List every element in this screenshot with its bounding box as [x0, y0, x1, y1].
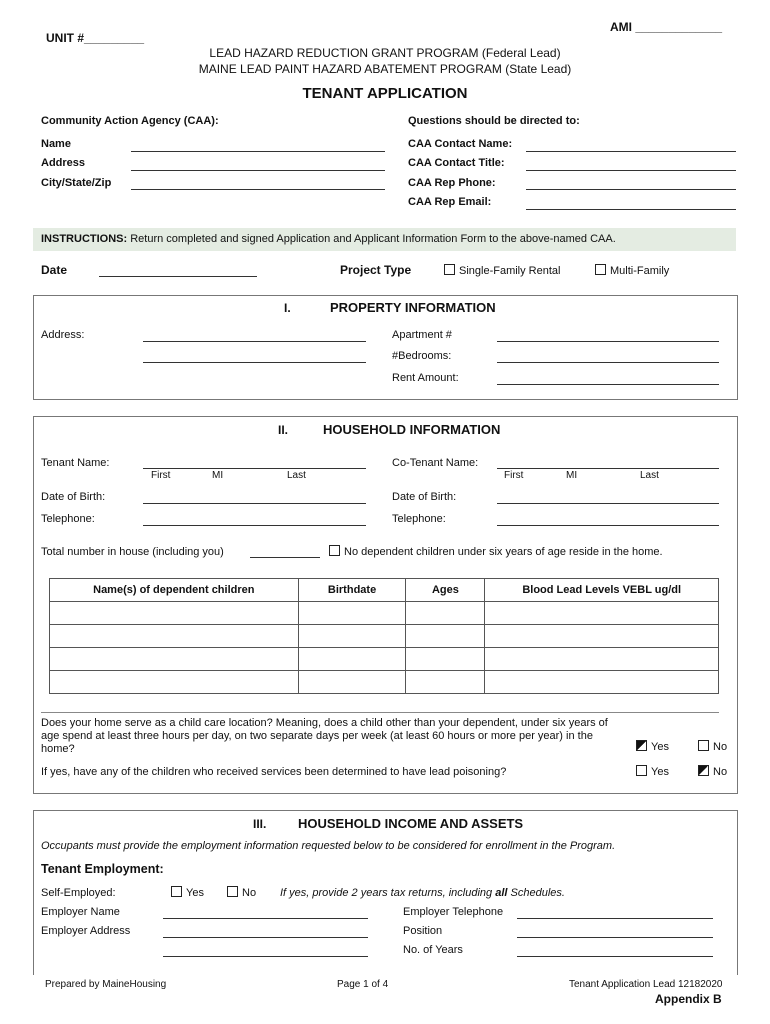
date-label: Date — [41, 263, 68, 277]
poison-no-label: No — [713, 766, 728, 778]
tenant-first-caption: First — [151, 470, 171, 481]
instructions-text: Return completed and signed Application and Applicant Information Form to the above-named CAA. — [130, 233, 616, 245]
caa-contact-name-line[interactable] — [526, 151, 736, 152]
poison-yes-checkbox[interactable] — [636, 765, 647, 776]
childcare-no-label: No — [713, 741, 728, 753]
total-household-label: Total number in house (including you) — [41, 546, 224, 558]
section3-number: III. — [253, 817, 267, 831]
caa-city-line[interactable] — [131, 189, 385, 190]
employer-address-label: Employer Address — [41, 925, 131, 937]
caa-address-line[interactable] — [131, 170, 385, 171]
caa-rep-email-line[interactable] — [526, 209, 736, 210]
footer-appendix: Appendix B — [655, 992, 722, 1006]
employment-note: Occupants must provide the employment information requested below to be considered for enrollment in the Program. — [41, 840, 616, 852]
self-employed-yes-checkbox[interactable] — [171, 886, 182, 897]
poison-yes-label: Yes — [651, 766, 669, 778]
table-cell[interactable] — [485, 625, 719, 648]
date-line[interactable] — [99, 276, 257, 277]
section1-title: PROPERTY INFORMATION — [330, 300, 496, 315]
tenant-telephone-line[interactable] — [143, 525, 366, 526]
table-cell[interactable] — [406, 625, 485, 648]
footer-doc-id: Tenant Application Lead 12182020 — [569, 979, 723, 990]
employer-phone-line[interactable] — [517, 918, 713, 919]
bedrooms-line[interactable] — [497, 362, 719, 363]
section1-number: I. — [284, 301, 291, 315]
childcare-yes-option[interactable] — [636, 740, 669, 753]
self-employed-no-checkbox[interactable] — [227, 886, 238, 897]
self-employed-yes-label: Yes — [186, 887, 204, 899]
cotenant-last-caption: Last — [640, 470, 659, 481]
poison-no-checkbox[interactable] — [698, 765, 709, 776]
table-cell[interactable] — [50, 602, 299, 625]
cotenant-dob-line[interactable] — [497, 503, 719, 504]
multi-family-checkbox[interactable] — [595, 264, 606, 275]
unit-field[interactable]: UNIT #_________ — [46, 31, 145, 45]
table-cell[interactable] — [50, 671, 299, 694]
caa-city-label: City/State/Zip — [41, 177, 112, 189]
program-line-1: LEAD HAZARD REDUCTION GRANT PROGRAM (Federal Lead) — [209, 46, 561, 60]
caa-address-label: Address — [41, 157, 86, 169]
table-cell[interactable] — [485, 671, 719, 694]
table-cell[interactable] — [406, 648, 485, 671]
years-label: No. of Years — [403, 944, 463, 956]
childcare-no-checkbox[interactable] — [698, 740, 709, 751]
rent-line[interactable] — [497, 384, 719, 385]
cotenant-dob-label: Date of Birth: — [392, 491, 457, 503]
children-ages-header: Ages — [406, 579, 485, 602]
self-employed-yes-option[interactable] — [171, 886, 204, 899]
position-line[interactable] — [517, 937, 713, 938]
poison-yes-option[interactable] — [636, 765, 669, 778]
project-type-label: Project Type — [340, 263, 412, 277]
single-family-label: Single-Family Rental — [459, 265, 561, 277]
table-row[interactable] — [50, 602, 719, 625]
footer-prepared-by: Prepared by MaineHousing — [45, 979, 167, 990]
multi-family-label: Multi-Family — [610, 265, 670, 277]
self-employed-no-option[interactable] — [227, 886, 256, 899]
page-title: TENANT APPLICATION — [302, 85, 468, 102]
tax-note — [280, 887, 565, 899]
no-children-text: No dependent children under six years of age reside in the home. — [344, 546, 663, 558]
table-row[interactable] — [50, 648, 719, 671]
tenant-dob-label: Date of Birth: — [41, 491, 106, 503]
tenant-telephone-label: Telephone: — [41, 513, 95, 525]
poison-question: If yes, have any of the children who received services been determined to have lead poisoning? — [41, 766, 507, 778]
no-children-checkbox[interactable] — [329, 545, 340, 556]
caa-contact-title-label: CAA Contact Title: — [408, 157, 505, 169]
multi-family-option[interactable] — [595, 264, 669, 277]
cotenant-name-line[interactable] — [497, 468, 719, 469]
section2-title: HOUSEHOLD INFORMATION — [323, 422, 501, 437]
tax-note-pre: If yes, provide 2 years tax returns, including — [280, 887, 496, 899]
no-children-option[interactable] — [329, 545, 663, 558]
employer-name-line[interactable] — [163, 918, 368, 919]
table-cell[interactable] — [298, 625, 406, 648]
footer-page-number: Page 1 of 4 — [337, 979, 389, 990]
tenant-name-label: Tenant Name: — [41, 457, 110, 469]
children-table — [49, 578, 719, 694]
self-employed-label: Self-Employed: — [41, 887, 116, 899]
caa-rep-email-label: CAA Rep Email: — [408, 196, 492, 208]
caa-rep-phone-line[interactable] — [526, 189, 736, 190]
childcare-yes-label: Yes — [651, 741, 669, 753]
ami-field[interactable]: AMI _____________ — [610, 20, 723, 34]
tenant-name-line[interactable] — [143, 468, 366, 469]
poison-no-option[interactable] — [698, 765, 727, 778]
cotenant-name-label: Co-Tenant Name: — [392, 457, 479, 469]
years-line[interactable] — [517, 956, 713, 957]
instructions — [41, 233, 616, 245]
section2-number: II. — [278, 423, 289, 437]
tax-note-bold: all — [495, 887, 508, 899]
instructions-label: INSTRUCTIONS: — [41, 233, 128, 245]
childcare-question: Does your home serve as a child care location? Meaning, does a child other than your dependent, under six years of age spend at least three hours per day, on two separate days per week (at least 60 hours or more per year) in the home? — [41, 717, 608, 755]
caa-name-line[interactable] — [131, 151, 385, 152]
table-cell[interactable] — [406, 671, 485, 694]
property-address-label: Address: — [41, 329, 85, 341]
employer-phone-label: Employer Telephone — [403, 906, 504, 918]
bedrooms-label: #Bedrooms: — [392, 350, 452, 362]
table-cell[interactable] — [50, 625, 299, 648]
children-name-header: Name(s) of dependent children — [50, 579, 299, 602]
tenant-employment-heading: Tenant Employment: — [41, 862, 164, 876]
section3-title: HOUSEHOLD INCOME AND ASSETS — [298, 816, 524, 831]
tenant-dob-line[interactable] — [143, 503, 366, 504]
employer-address-line-1[interactable] — [163, 937, 368, 938]
table-cell[interactable] — [298, 602, 406, 625]
children-table-header-row — [50, 579, 719, 602]
table-cell[interactable] — [298, 648, 406, 671]
tenant-last-caption: Last — [287, 470, 306, 481]
caa-heading: Community Action Agency (CAA): — [41, 115, 219, 127]
table-cell[interactable] — [485, 648, 719, 671]
single-family-checkbox[interactable] — [444, 264, 455, 275]
children-blood-lead-header: Blood Lead Levels VEBL ug/dl — [485, 579, 719, 602]
childcare-no-option[interactable] — [698, 740, 727, 753]
property-address-line-2[interactable] — [143, 362, 366, 363]
caa-contact-title-line[interactable] — [526, 170, 736, 171]
single-family-option[interactable] — [444, 264, 560, 277]
children-birthdate-header: Birthdate — [298, 579, 406, 602]
cotenant-telephone-line[interactable] — [497, 525, 719, 526]
table-cell[interactable] — [50, 648, 299, 671]
property-address-line-1[interactable] — [143, 341, 366, 342]
apartment-label: Apartment # — [392, 329, 452, 341]
cotenant-mi-caption: MI — [566, 470, 578, 481]
caa-name-label: Name — [41, 138, 71, 150]
employer-name-label: Employer Name — [41, 906, 120, 918]
tenant-mi-caption: MI — [212, 470, 224, 481]
tax-note-post: Schedules. — [507, 887, 565, 899]
table-row[interactable] — [50, 671, 719, 694]
cotenant-telephone-label: Telephone: — [392, 513, 446, 525]
table-cell[interactable] — [406, 602, 485, 625]
cotenant-first-caption: First — [504, 470, 524, 481]
table-cell[interactable] — [298, 671, 406, 694]
caa-contact-name-label: CAA Contact Name: — [408, 138, 513, 150]
table-cell[interactable] — [485, 602, 719, 625]
position-label: Position — [403, 925, 443, 937]
questions-heading: Questions should be directed to: — [408, 115, 580, 127]
total-household-line[interactable] — [250, 557, 320, 558]
caa-rep-phone-label: CAA Rep Phone: — [408, 177, 496, 189]
table-row[interactable] — [50, 625, 719, 648]
self-employed-no-label: No — [242, 887, 257, 899]
program-line-2: MAINE LEAD PAINT HAZARD ABATEMENT PROGRAM (State Lead) — [198, 62, 572, 76]
rent-label: Rent Amount: — [392, 372, 459, 384]
apartment-line[interactable] — [497, 341, 719, 342]
childcare-yes-checkbox[interactable] — [636, 740, 647, 751]
section2-divider — [41, 712, 719, 713]
employer-address-line-2[interactable] — [163, 956, 368, 957]
